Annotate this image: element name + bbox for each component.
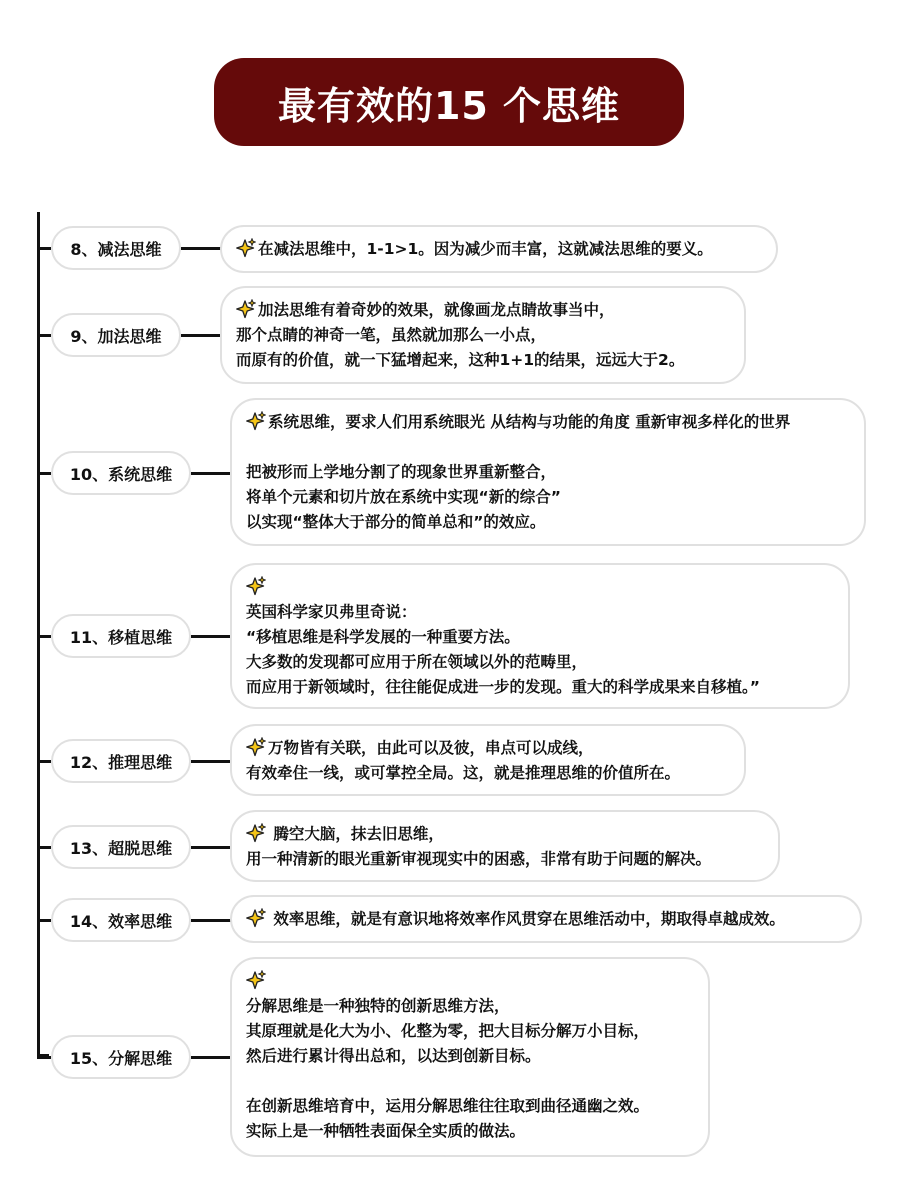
spine-tick: [37, 760, 51, 763]
description-line: [246, 1069, 694, 1094]
description-line: [236, 298, 730, 323]
description-bubble: [230, 810, 780, 882]
description-text: 效率思维，就是有意识地将效率作风贯穿在思维活动中，期取得卓越成效。: [268, 910, 785, 928]
description-text: 以实现“整体大于部分的简单总和”的效应。: [246, 513, 546, 531]
connector-line: [181, 334, 222, 337]
description-line: [246, 625, 834, 650]
description-bubble: [230, 724, 746, 796]
spine-tick: [37, 247, 51, 250]
description-text: 分解思维是一种独特的创新思维方法，: [246, 997, 510, 1015]
connector-line: [191, 1056, 232, 1059]
description-line: [236, 348, 730, 373]
description-text: 在减法思维中，1-1>1。因为减少而丰富，这就减法思维的要义。: [258, 240, 713, 258]
thinking-label: 9、加法思维: [51, 313, 181, 357]
connector-line: [191, 919, 232, 922]
description-line: [246, 1094, 694, 1119]
description-text: 大多数的发现都可应用于所在领域以外的范畴里，: [246, 653, 588, 671]
description-line: [246, 600, 834, 625]
connector-line: [181, 247, 222, 250]
connector-line: [191, 635, 232, 638]
description-line: [246, 1119, 694, 1144]
spine-tick: [37, 472, 51, 475]
description-bubble: [220, 286, 746, 384]
sparkle-icon: [246, 908, 266, 928]
thinking-label: 8、减法思维: [51, 226, 181, 270]
spine-tick: [37, 635, 51, 638]
thinking-label: 13、超脱思维: [51, 825, 191, 869]
description-line: [236, 323, 730, 348]
description-text: 实际上是一种牺牲表面保全实质的做法。: [246, 1122, 526, 1140]
description-line: [246, 994, 694, 1019]
description-text: 而原有的价值，就一下猛增起来，这种1+1的结果，远远大于2。: [236, 351, 685, 369]
description-line: [246, 510, 850, 535]
description-line: [246, 969, 694, 994]
description-line: [246, 435, 850, 460]
description-text: 万物皆有关联，由此可以及彼，串点可以成线，: [268, 739, 594, 757]
description-text: 用一种清新的眼光重新审视现实中的困惑，非常有助于问题的解决。: [246, 850, 712, 868]
description-text: 将单个元素和切片放在系统中实现“新的综合”: [246, 488, 561, 506]
sparkle-icon: [246, 737, 266, 757]
sparkle-icon: [246, 970, 266, 990]
description-line: [246, 460, 850, 485]
description-text: 在创新思维培育中，运用分解思维往往取到曲径通幽之效。: [246, 1097, 650, 1115]
title-banner: [214, 58, 684, 146]
description-text: 腾空大脑，抹去旧思维，: [268, 825, 444, 843]
description-bubble: [230, 895, 862, 943]
description-text: 而应用于新领域时，往往能促成进一步的发现。重大的科学成果来自移植。”: [246, 678, 760, 696]
sparkle-icon: [236, 238, 256, 258]
description-line: [246, 1019, 694, 1044]
description-text: “移植思维是科学发展的一种重要方法。: [246, 628, 520, 646]
spine-tick: [37, 1056, 51, 1059]
description-bubble: [230, 957, 710, 1157]
sparkle-icon: [236, 299, 256, 319]
description-bubble: [230, 398, 866, 546]
connector-line: [191, 760, 232, 763]
thinking-label: 14、效率思维: [51, 898, 191, 942]
description-line: [246, 410, 850, 435]
thinking-label: 12、推理思维: [51, 739, 191, 783]
sparkle-icon: [246, 576, 266, 596]
description-line: [246, 650, 834, 675]
connector-line: [191, 472, 232, 475]
spine-tick: [37, 919, 51, 922]
description-text: 然后进行累计得出总和，以达到创新目标。: [246, 1047, 541, 1065]
description-bubble: [220, 225, 778, 273]
description-line: [246, 575, 834, 600]
description-line: [246, 675, 834, 700]
sparkle-icon: [246, 411, 266, 431]
thinking-label: 15、分解思维: [51, 1035, 191, 1079]
description-line: [246, 907, 846, 932]
connector-line: [191, 846, 232, 849]
spine-tick: [37, 334, 51, 337]
description-text: 英国科学家贝弗里奇说：: [246, 603, 417, 621]
description-line: [236, 237, 762, 262]
sparkle-icon: [246, 823, 266, 843]
description-text: 系统思维，要求人们用系统眼光 从结构与功能的角度 重新审视多样化的世界: [268, 413, 791, 431]
description-text: 那个点睛的神奇一笔，虽然就加那么一小点，: [236, 326, 547, 344]
description-line: [246, 822, 764, 847]
description-bubble: [230, 563, 850, 709]
thinking-label: 10、系统思维: [51, 451, 191, 495]
description-text: 有效牵住一线，或可掌控全局。这，就是推理思维的价值所在。: [246, 764, 681, 782]
description-line: [246, 736, 730, 761]
description-line: [246, 485, 850, 510]
description-text: 加法思维有着奇妙的效果，就像画龙点睛故事当中，: [258, 301, 615, 319]
description-line: [246, 847, 764, 872]
description-line: [246, 1044, 694, 1069]
description-text: 其原理就是化大为小、化整为零，把大目标分解万小目标，: [246, 1022, 650, 1040]
description-line: [246, 761, 730, 786]
spine-tick: [37, 846, 51, 849]
thinking-label: 11、移植思维: [51, 614, 191, 658]
page-title: 最有效的15 个思维: [277, 83, 621, 128]
description-text: 把被形而上学地分割了的现象世界重新整合，: [246, 463, 557, 481]
